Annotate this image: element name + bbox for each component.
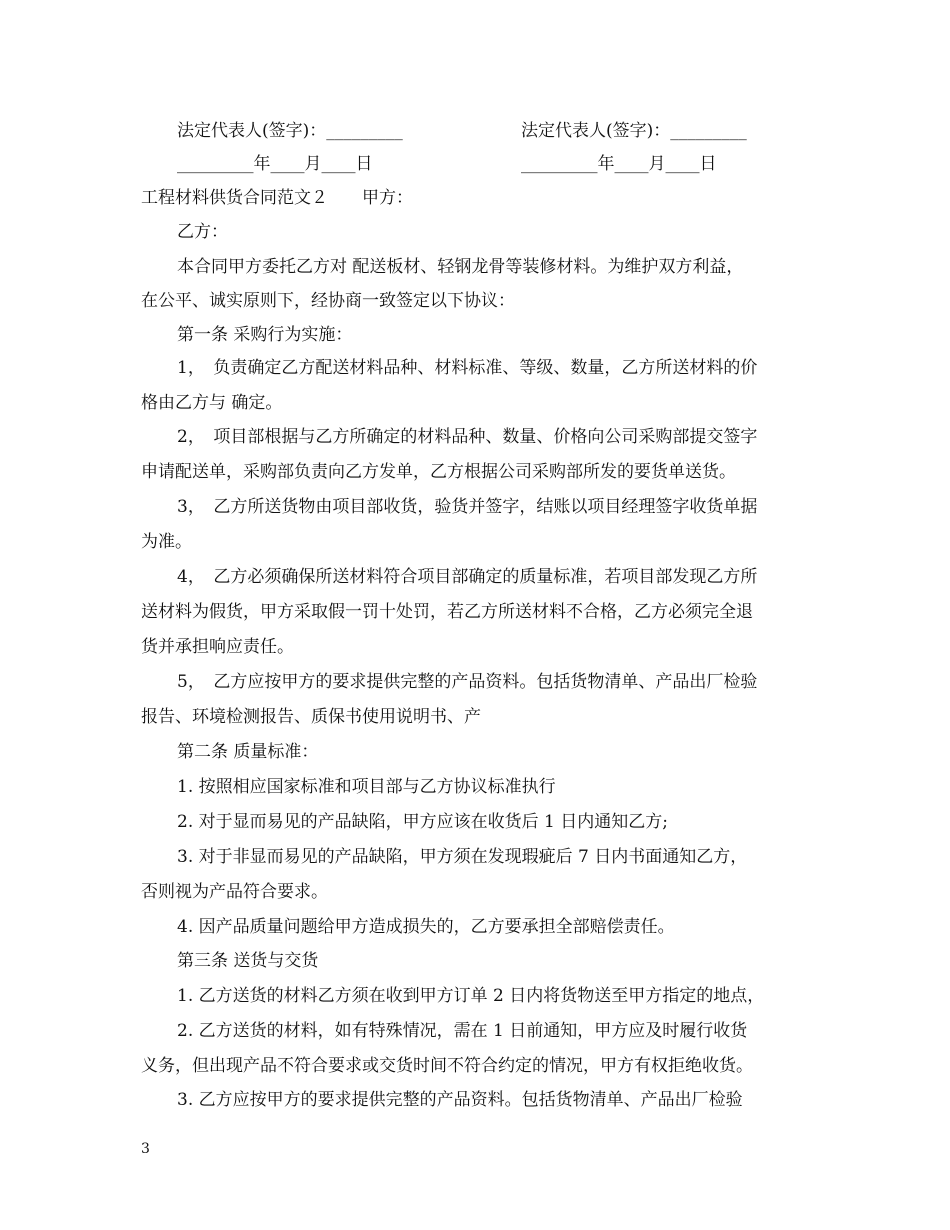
clause-line: 否则视为产品符合要求。: [141, 882, 328, 902]
preamble-line: 在公平、诚实原则下，经协商一致签定以下协议：: [141, 291, 515, 311]
left-signature-date: _________年____月____日: [177, 154, 373, 174]
clause-line: 2， 项目部根据与乙方所确定的材料品种、数量、价格向公司采购部提交签字: [177, 427, 758, 447]
right-legal-representative-signature: 法定代表人(签字)：_________: [521, 121, 747, 141]
article-heading: 第一条 采购行为实施：: [177, 325, 353, 345]
clause-line: 1， 负责确定乙方配送材料品种、材料标准、等级、数量，乙方所送材料的价: [177, 358, 758, 378]
left-legal-representative-signature: 法定代表人(签字)：_________: [177, 121, 403, 141]
clause-line: 报告、环境检测报告、质保书使用说明书、产: [141, 707, 481, 727]
clause-line: 货并承担响应责任。: [141, 637, 294, 657]
clause-line: 1. 按照相应国家标准和项目部与乙方协议标准执行: [177, 777, 556, 797]
clause-line: 4， 乙方必须确保所送材料符合项目部确定的质量标准，若项目部发现乙方所: [177, 567, 758, 587]
right-signature-date: _________年____月____日: [521, 154, 717, 174]
clause-line: 4. 因产品质量问题给甲方造成损失的，乙方要承担全部赔偿责任。: [177, 917, 675, 937]
clause-line: 5， 乙方应按甲方的要求提供完整的产品资料。包括货物清单、产品出厂检验: [177, 672, 758, 692]
article-heading: 第二条 质量标准：: [177, 742, 319, 762]
page-number: 3: [141, 1141, 150, 1157]
article-heading: 第三条 送货与交货: [177, 951, 319, 971]
clause-line: 3. 乙方应按甲方的要求提供完整的产品资料。包括货物清单、产品出厂检验: [177, 1090, 743, 1110]
clause-line: 3. 对于非显而易见的产品缺陷，甲方须在发现瑕疵后 7 日内书面通知乙方，: [177, 847, 748, 867]
clause-line: 3， 乙方所送货物由项目部收货，验货并签字，结账以项目经理签字收货单据: [177, 497, 758, 517]
clause-line: 格由乙方与 确定。: [141, 393, 283, 413]
clause-line: 义务，但出现产品不符合要求或交货时间不符合约定的情况，甲方有权拒绝收货。: [141, 1056, 753, 1076]
clause-line: 申请配送单，采购部负责向乙方发单，乙方根据公司采购部所发的要货单送货。: [141, 462, 736, 482]
clause-line: 2. 乙方送货的材料，如有特殊情况，需在 1 日前通知，甲方应及时履行收货: [177, 1021, 748, 1041]
clause-line: 送材料为假货，甲方采取假一罚十处罚，若乙方所送材料不合格，乙方必须完全退: [141, 602, 753, 622]
party-b-line: 乙方：: [177, 222, 228, 242]
clause-line: 为准。: [141, 532, 192, 552]
contract-title-line: 工程材料供货合同范文２ 甲方：: [141, 188, 413, 208]
clause-line: 1. 乙方送货的材料乙方须在收到甲方订单 2 日内将货物送至甲方指定的地点，: [177, 986, 765, 1006]
preamble-line: 本合同甲方委托乙方对 配送板材、轻钢龙骨等装修材料。为维护双方利益，: [177, 257, 744, 277]
clause-line: 2. 对于显而易见的产品缺陷，甲方应该在收货后 1 日内通知乙方;: [177, 812, 668, 832]
